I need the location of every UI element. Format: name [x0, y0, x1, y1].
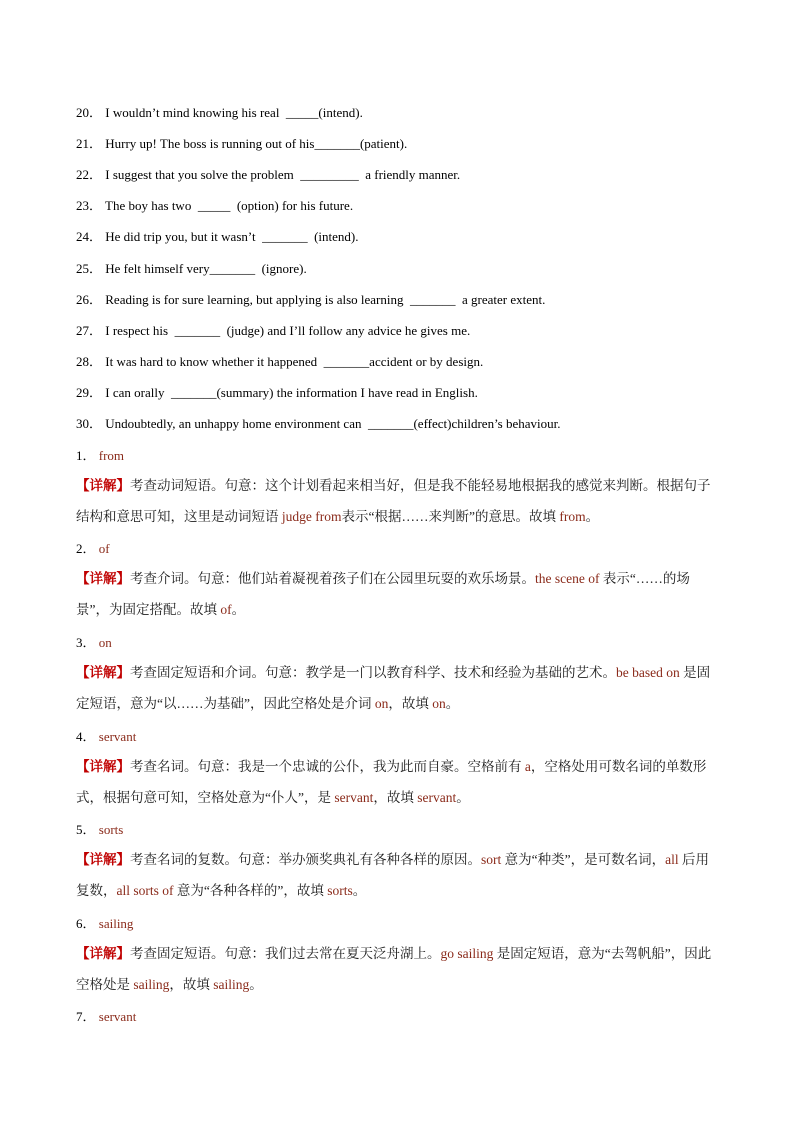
detail-english: the scene of [535, 571, 600, 586]
answer-5 [76, 821, 123, 839]
answer-word: on [98, 635, 112, 650]
detail-text: 。 [249, 977, 263, 992]
question-text: I wouldn’t mind knowing his real _____(intend). [105, 105, 363, 120]
detail-text: 考查动词短语。句意：这个计划看起来相当好，但是我不能轻易地根据我的感觉来判断。根据句子结构和意思可知，这里是动词短语 [76, 478, 711, 524]
answer-7 [76, 1008, 136, 1026]
answer-number: 7． [76, 1009, 96, 1024]
answer-2-detail [76, 563, 720, 625]
question-22 [76, 166, 460, 184]
answer-word: from [98, 448, 125, 463]
detail-text: 考查固定短语和介词。句意：教学是一门以教育科学、技术和经验为基础的艺术。 [130, 665, 616, 680]
question-text: Undoubtedly, an unhappy home environment can _______(effect)children’s behaviour. [105, 416, 561, 431]
detail-tag: 【详解】 [76, 571, 130, 586]
answer-number: 3． [76, 635, 96, 650]
answer-number: 6． [76, 916, 96, 931]
question-number: 26． [76, 292, 103, 307]
answer-2 [76, 540, 110, 558]
detail-text: ，故填 [373, 790, 414, 805]
answer-6 [76, 915, 133, 933]
question-number: 20． [76, 105, 103, 120]
question-number: 23． [76, 198, 103, 213]
question-number: 27． [76, 323, 103, 338]
detail-english: be based on [616, 665, 680, 680]
answer-5-detail [76, 844, 720, 906]
answer-word: servant [98, 729, 137, 744]
detail-english: servant [330, 790, 374, 805]
detail-english: sailing [130, 977, 170, 992]
question-text: Reading is for sure learning, but applying is also learning _______ a greater extent. [105, 292, 546, 307]
answer-1-detail [76, 470, 720, 532]
question-text: The boy has two _____ (option) for his future. [105, 198, 354, 213]
detail-english: go sailing [440, 946, 494, 961]
answer-number: 4． [76, 729, 96, 744]
detail-text: 。 [231, 602, 246, 617]
detail-english: sort [481, 852, 502, 867]
question-number: 30． [76, 416, 103, 431]
detail-english: on [428, 696, 446, 711]
answer-3 [76, 634, 112, 652]
question-text: He felt himself very_______ (ignore). [105, 261, 307, 276]
question-30 [76, 415, 561, 433]
question-27 [76, 322, 470, 340]
detail-tag: 【详解】 [76, 759, 130, 774]
question-24 [76, 228, 359, 246]
question-20 [76, 104, 363, 122]
detail-text: ，空格处用可数名词的单数形式，根据句意可知，空格处意为“仆人”，是 [76, 759, 707, 805]
question-26 [76, 291, 545, 309]
detail-tag: 【详解】 [76, 478, 130, 493]
detail-text: 。 [352, 883, 367, 898]
question-text: He did trip you, but it wasn’t _______ (intend). [105, 229, 359, 244]
detail-english: all [665, 852, 679, 867]
question-number: 25． [76, 261, 103, 276]
answer-1 [76, 447, 124, 465]
detail-english: sailing [209, 977, 250, 992]
detail-text: 。 [456, 790, 470, 805]
question-25 [76, 260, 307, 278]
detail-text: 意为“种类”，是可数名词， [501, 852, 666, 867]
detail-text: 是固定短语，意为“以……为基础”，因此空格处是介词 [76, 665, 711, 711]
question-text: I suggest that you solve the problem _________ a friendly manner. [105, 167, 461, 182]
question-number: 21． [76, 136, 103, 151]
detail-text: 考查名词。句意：我是一个忠诚的公仆，我为此而自豪。空格前有 [130, 759, 522, 774]
detail-text: 。 [445, 696, 460, 711]
question-text: It was hard to know whether it happened _______accident or by design. [105, 354, 484, 369]
detail-text: 考查名词的复数。句意：举办颁奖典礼有各种各样的原因。 [130, 852, 481, 867]
detail-english: on [371, 696, 389, 711]
question-text: I respect his _______ (judge) and I’ll follow any advice he gives me. [105, 323, 471, 338]
detail-tag: 【详解】 [76, 665, 130, 680]
question-number: 22． [76, 167, 103, 182]
detail-text: 意为“各种各样的”，故填 [173, 883, 324, 898]
detail-text: 考查固定短语。句意：我们过去常在夏天泛舟湖上。 [130, 946, 441, 961]
answer-number: 5． [76, 822, 96, 837]
detail-tag: 【详解】 [76, 852, 130, 867]
detail-english: of [217, 602, 232, 617]
detail-text: 。 [585, 509, 600, 524]
answer-word: sailing [98, 916, 134, 931]
detail-english: all sorts of [116, 883, 174, 898]
question-number: 28． [76, 354, 103, 369]
question-text: I can orally _______(summary) the information I have read in English. [105, 385, 478, 400]
answer-4-detail [76, 751, 720, 813]
detail-text: 表示“……的场景”，为固定搭配。故填 [76, 571, 690, 617]
detail-text: 是固定短语，意为“去驾帆船”，因此空格处是 [76, 946, 712, 992]
detail-text: 考查介词。句意：他们站着凝视着孩子们在公园里玩耍的欢乐场景。 [130, 571, 535, 586]
answer-number: 2． [76, 541, 96, 556]
question-23 [76, 197, 353, 215]
detail-english: judge from [278, 509, 342, 524]
question-28 [76, 353, 483, 371]
question-number: 29． [76, 385, 103, 400]
question-29 [76, 384, 478, 402]
detail-english: a [521, 759, 531, 774]
question-21 [76, 135, 407, 153]
answer-4 [76, 728, 136, 746]
detail-text: 表示“根据……来判断”的意思。故填 [341, 509, 556, 524]
detail-english: sorts [323, 883, 353, 898]
detail-text: ，故填 [388, 696, 429, 711]
detail-english: from [555, 509, 586, 524]
answer-number: 1． [76, 448, 96, 463]
detail-text: 后用复数， [76, 852, 709, 898]
detail-english: servant [413, 790, 457, 805]
question-number: 24． [76, 229, 103, 244]
answer-6-detail [76, 938, 720, 1000]
answer-word: servant [98, 1009, 137, 1024]
answer-word: sorts [98, 822, 124, 837]
answer-word: of [98, 541, 110, 556]
question-text: Hurry up! The boss is running out of his_______(patient). [105, 136, 408, 151]
detail-tag: 【详解】 [76, 946, 130, 961]
detail-text: ，故填 [169, 977, 210, 992]
answer-3-detail [76, 657, 720, 719]
